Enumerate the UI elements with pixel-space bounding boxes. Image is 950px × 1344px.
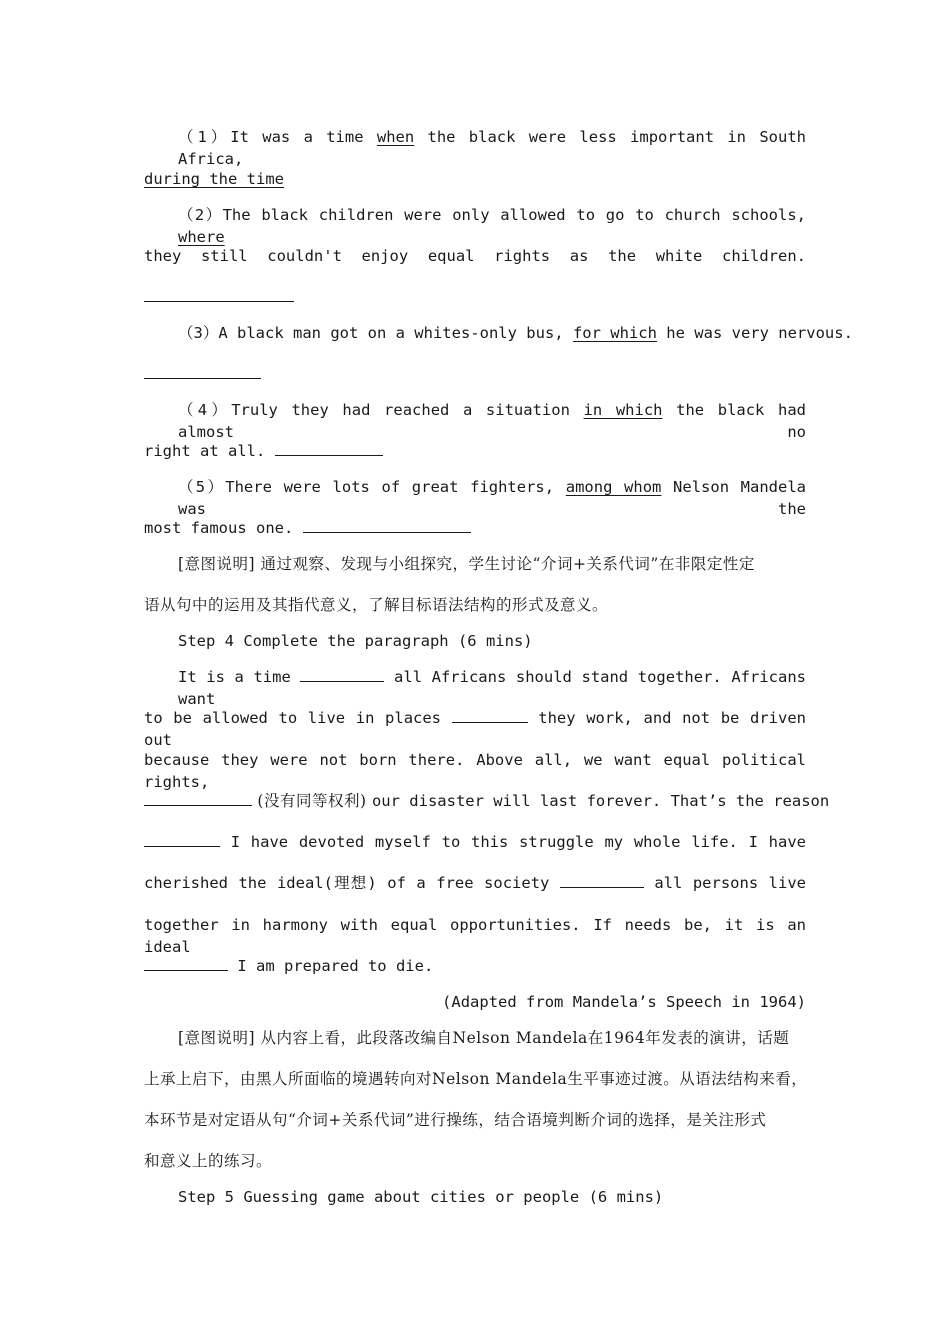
exercise-item-4 bbox=[178, 399, 806, 443]
sentence-text: most famous one. bbox=[144, 519, 303, 537]
exercise-item-2 bbox=[178, 204, 806, 248]
paragraph-text: I have devoted myself to this struggle my whole life. I have bbox=[220, 833, 806, 851]
paragraph-text: all persons live bbox=[643, 874, 806, 892]
item-number: （3） bbox=[178, 324, 219, 342]
fill-blank[interactable] bbox=[144, 956, 228, 971]
intent-note-2-cont: 和意义上的练习。 bbox=[144, 1152, 273, 1170]
step-5-heading: Step 5 Guessing game about cities or people (6 mins) bbox=[178, 1188, 664, 1206]
sentence-text: The black children were only allowed to go to church schools, bbox=[222, 206, 806, 224]
sentence-continuation bbox=[144, 440, 806, 462]
underlined-keyword: when bbox=[376, 128, 415, 146]
sentence-text: right at all. bbox=[144, 442, 275, 460]
chinese-hint: (没有同等权利) bbox=[252, 792, 372, 810]
answer-blank[interactable] bbox=[275, 441, 383, 456]
intent-note-2-cont: 本环节是对定语从句“介词+关系代词”进行操练，结合语境判断介词的选择，是关注形式 bbox=[144, 1111, 767, 1129]
paragraph-line-2 bbox=[144, 707, 806, 751]
paragraph-line-5 bbox=[144, 831, 806, 853]
underlined-keyword: for which bbox=[572, 324, 657, 342]
answer-blank[interactable] bbox=[144, 287, 294, 302]
answer-text: during the time bbox=[144, 170, 284, 188]
exercise-item-3 bbox=[178, 322, 853, 344]
fill-blank[interactable] bbox=[452, 708, 528, 723]
sentence-text: It was a time bbox=[230, 128, 377, 146]
answer-blank[interactable] bbox=[303, 518, 471, 533]
answer-blank[interactable] bbox=[144, 364, 261, 379]
intent-note-2-cont: 上承上启下，由黑人所面临的境遇转向对Nelson Mandela生平事迹过渡。从语法结构来看， bbox=[144, 1070, 808, 1088]
sentence-text: the black were less important in South Africa, bbox=[178, 128, 806, 168]
paragraph-text: I am prepared to die. bbox=[228, 957, 434, 975]
sentence-text: Nelson Mandela was the bbox=[178, 478, 806, 518]
paragraph-text: they work, and not be driven out bbox=[144, 709, 806, 749]
sentence-text: the black had almost no bbox=[178, 401, 807, 441]
item-number: （4） bbox=[178, 401, 232, 419]
sentence-text: Truly they had reached a situation bbox=[231, 401, 584, 419]
sentence-text: he was very nervous. bbox=[656, 324, 853, 342]
sentence-text: they still couldn't enjoy equal rights as the white children. bbox=[144, 247, 806, 265]
intent-note-1: [意图说明] 通过观察、发现与小组探究，学生讨论“介词+关系代词”在非限定性定 bbox=[178, 555, 755, 573]
sentence-continuation bbox=[144, 517, 806, 539]
paragraph-line-1 bbox=[178, 666, 806, 710]
step-4-heading: Step 4 Complete the paragraph (6 mins) bbox=[178, 632, 533, 650]
exercise-item-1 bbox=[178, 126, 806, 170]
paragraph-text: to be allowed to live in places bbox=[144, 709, 452, 727]
paragraph-text: our disaster will last forever. That’s the reason bbox=[371, 792, 830, 810]
intent-note-1-cont: 语从句中的运用及其指代意义，了解目标语法结构的形式及意义。 bbox=[144, 596, 609, 614]
sentence-continuation bbox=[144, 245, 806, 267]
item-number: （1） bbox=[178, 128, 231, 146]
fill-blank[interactable] bbox=[144, 791, 252, 806]
paragraph-line-8 bbox=[144, 955, 806, 977]
sentence-text: A black man got on a whites-only bus, bbox=[218, 324, 573, 342]
paragraph-text: cherished the ideal(理想) of a free society bbox=[144, 874, 560, 892]
paragraph-line-6 bbox=[144, 872, 806, 894]
paragraph-text: It is a time bbox=[178, 668, 301, 686]
fill-blank[interactable] bbox=[560, 873, 644, 888]
intent-note-2: [意图说明] 从内容上看，此段落改编自Nelson Mandela在1964年发表的演讲，话题 bbox=[178, 1029, 790, 1047]
underlined-keyword: in which bbox=[583, 401, 663, 419]
paragraph-line-3: because they were not born there. Above all, we want equal political rights, bbox=[144, 751, 806, 791]
answer-blank-line bbox=[144, 363, 806, 385]
item-number: （2） bbox=[178, 206, 223, 224]
answer-blank-line bbox=[144, 286, 806, 308]
paragraph-text: all Africans should stand together. Africans want bbox=[178, 668, 806, 708]
paragraph-line-7: together in harmony with equal opportunities. If needs be, it is an ideal bbox=[144, 916, 806, 956]
sentence-text: There were lots of great fighters, bbox=[225, 478, 566, 496]
exercise-item-5 bbox=[178, 476, 806, 520]
fill-blank[interactable] bbox=[144, 832, 220, 847]
paragraph-line-4 bbox=[144, 790, 830, 812]
answer-line bbox=[144, 168, 806, 190]
underlined-keyword: where bbox=[178, 228, 225, 246]
source-citation: (Adapted from Mandela’s Speech in 1964) bbox=[442, 993, 806, 1011]
fill-blank[interactable] bbox=[300, 667, 384, 682]
item-number: （5） bbox=[178, 478, 226, 496]
underlined-keyword: among whom bbox=[565, 478, 662, 496]
